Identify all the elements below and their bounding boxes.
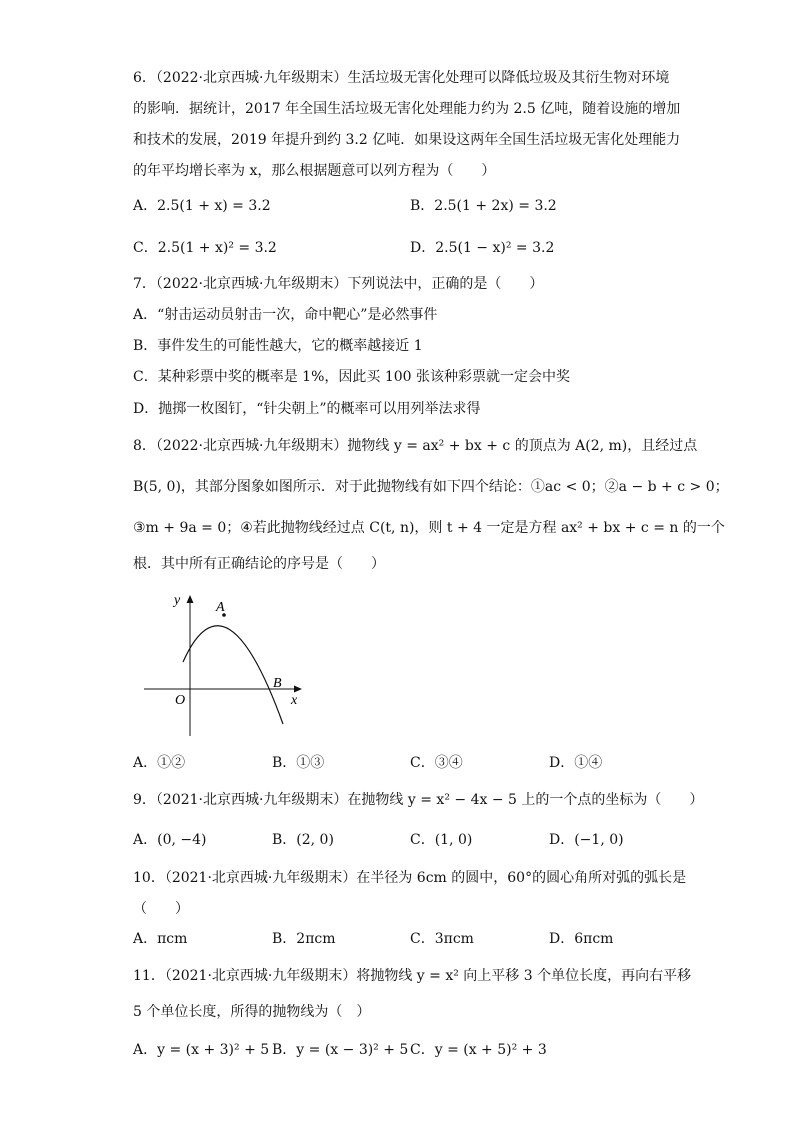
q11-option-c: C．y = (x + 5)² + 3 [410, 1042, 547, 1058]
q8-option-a: A．①② [133, 755, 186, 771]
q10-option-a: A．πcm [133, 931, 188, 947]
q8-stem-line-3: ③m + 9a = 0；④若此抛物线经过点 C(t, n)，则 t + 4 一定是方程 ax² + bx + c = n 的一个 [133, 520, 725, 536]
origin-label: O [175, 693, 186, 708]
q8-stem-line-1: 8．（2022·北京西城·九年级期末）抛物线 y = ax² + bx + c 的顶点为 A(2, m)，且经过点 [133, 438, 698, 454]
q7-option-b: B．事件发生的可能性越大，它的概率越接近 1 [133, 338, 423, 354]
q9-option-a: A．(0, −4) [133, 832, 207, 848]
q7-option-d: D．抛掷一枚图钉，“针尖朝上”的概率可以用列举法求得 [133, 401, 481, 417]
point-b-label: B [273, 676, 282, 691]
q11-stem-line-2: 5 个单位长度，所得的抛物线为（ ） [133, 1004, 371, 1020]
x-axis-label: x [291, 693, 298, 708]
q9-stem: 9．（2021·北京西城·九年级期末）在抛物线 y = x² − 4x − 5 上的一个点的坐标为（ ） [133, 792, 704, 808]
q6-stem-line-1: 6．（2022·北京西城·九年级期末）生活垃圾无害化处理可以降低垃圾及其衍生物对环境 [133, 70, 670, 86]
q10-option-b: B．2πcm [272, 931, 336, 947]
parabola-curve [183, 626, 283, 724]
q9-option-c: C．(1, 0) [410, 832, 473, 848]
q10-option-c: C．3πcm [410, 931, 474, 947]
q8-option-d: D．①④ [549, 755, 603, 771]
y-axis-arrow [187, 595, 194, 603]
x-axis-arrow [294, 686, 302, 693]
point-a-label: A [216, 600, 225, 615]
q11-option-a: A．y = (x + 3)² + 5 [133, 1042, 270, 1058]
y-axis-label: y [174, 593, 181, 608]
q6-option-a: A．2.5(1 + x) = 3.2 [133, 198, 271, 214]
q9-option-d: D．(−1, 0) [549, 832, 624, 848]
q10-stem-line-1: 10．（2021·北京西城·九年级期末）在半径为 6cm 的圆中，60°的圆心角所对弧的弧长是 [133, 870, 687, 886]
q6-option-d: D．2.5(1 − x)² = 3.2 [410, 240, 555, 256]
q11-stem-line-1: 11．（2021·北京西城·九年级期末）将抛物线 y = x² 向上平移 3 个单位长度，再向右平移 [133, 968, 692, 984]
q11-option-b: B．y = (x − 3)² + 5 [272, 1042, 409, 1058]
q6-stem-line-3: 和技术的发展，2019 年提升到约 3.2 亿吨．如果设这两年全国生活垃圾无害化处理能力 [133, 132, 681, 148]
q8-option-c: C．③④ [410, 755, 463, 771]
q7-option-c: C．某种彩票中奖的概率是 1%，因此买 100 张该种彩票就一定会中奖 [133, 369, 570, 385]
q9-option-b: B．(2, 0) [272, 832, 334, 848]
q8-stem-line-2: B(5, 0)，其部分图象如图所示．对于此抛物线有如下四个结论：①ac < 0；②a − b + c > 0； [133, 479, 729, 495]
q8-option-b: B．①③ [272, 755, 325, 771]
q6-stem-line-2: 的影响．据统计，2017 年全国生活垃圾无害化处理能力约为 2.5 亿吨，随着设施的增加 [133, 101, 681, 117]
q10-stem-line-2: （ ） [133, 901, 189, 917]
q7-stem: 7．（2022·北京西城·九年级期末）下列说法中，正确的是（ ） [133, 276, 544, 292]
q7-option-a: A．“射击运动员射击一次，命中靶心”是必然事件 [133, 307, 438, 323]
q6-option-b: B．2.5(1 + 2x) = 3.2 [410, 198, 557, 214]
q8-parabola-figure [140, 590, 310, 740]
q6-stem-line-4: 的年平均增长率为 x，那么根据题意可以列方程为（ ） [133, 163, 496, 179]
q10-option-d: D．6πcm [549, 931, 614, 947]
q8-stem-line-4: 根．其中所有正确结论的序号是（ ） [133, 556, 385, 572]
q6-option-c: C．2.5(1 + x)² = 3.2 [133, 240, 277, 256]
